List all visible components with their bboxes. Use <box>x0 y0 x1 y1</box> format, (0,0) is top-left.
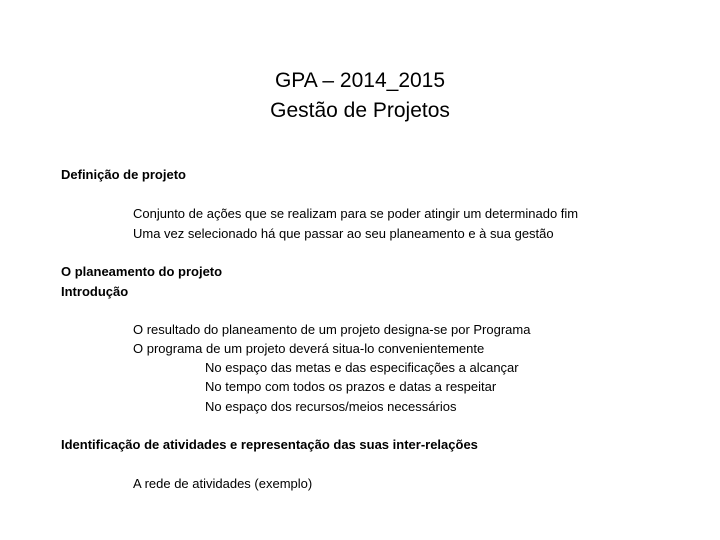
title-line-1: GPA – 2014_2015 <box>274 69 446 92</box>
activities-item: A rede de atividades (exemplo) <box>133 476 313 491</box>
section-heading-atividades: Identificação de atividades e representação das suas inter-relações <box>61 437 478 452</box>
section-heading-definicao: Definição de projeto <box>61 167 186 182</box>
slide-title <box>0 66 720 126</box>
title-line-2: Gestão de Projetos <box>270 99 450 122</box>
planning-subitem: No espaço dos recursos/meios necessários <box>205 399 457 414</box>
planning-item: O resultado do planeamento de um projeto designa-se por Programa <box>133 322 531 337</box>
definition-item: Conjunto de ações que se realizam para se poder atingir um determinado fim <box>133 206 579 221</box>
section-heading-planeamento: O planeamento do projeto <box>61 264 223 279</box>
planning-subitem: No tempo com todos os prazos e datas a respeitar <box>205 379 497 394</box>
planning-subitem: No espaço das metas e das especificações a alcançar <box>205 360 519 375</box>
definition-item: Uma vez selecionado há que passar ao seu planeamento e à sua gestão <box>133 226 554 241</box>
planning-item: O programa de um projeto deverá situa-lo convenientemente <box>133 341 485 356</box>
section-subheading-introducao: Introdução <box>61 284 129 299</box>
